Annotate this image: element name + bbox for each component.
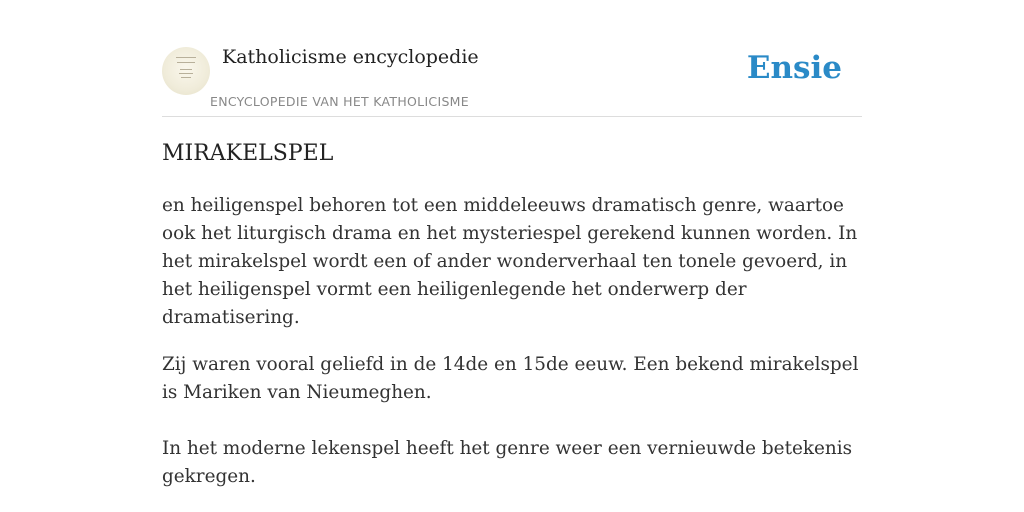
cover-line <box>180 69 192 70</box>
entry-paragraph: Zij waren vooral geliefd in de 14de en 15de eeuw. Een bekend mirakelspel is Mariken van Nieumeghen. <box>162 354 859 403</box>
cover-line <box>176 57 196 58</box>
brand-logo-link[interactable]: Ensie <box>746 50 842 86</box>
cover-line <box>177 62 195 63</box>
book-cover-thumbnail[interactable] <box>162 47 210 95</box>
entry-paragraph: en heiligenspel behoren tot een middeleeuws dramatisch genre, waartoe ook het liturgisch drama en het mysteriespel gerekend kunnen worden. In het mirakelspel wordt een of ander wonderverhaal ten tonele gevoerd, in het heiligenspel vormt een heiligenlegende het onderwerp der dramatisering. <box>162 195 858 328</box>
cover-line <box>179 73 193 74</box>
site-title[interactable]: Katholicisme encyclopedie <box>222 46 479 68</box>
site-header <box>162 40 862 117</box>
cover-line <box>181 77 191 78</box>
entry-paragraph: In het moderne lekenspel heeft het genre weer een vernieuwde betekenis gekregen. <box>162 438 853 487</box>
site-subtitle: ENCYCLOPEDIE VAN HET KATHOLICISME <box>210 94 469 109</box>
entry-body <box>162 192 862 491</box>
entry-title: MIRAKELSPEL <box>162 141 334 166</box>
